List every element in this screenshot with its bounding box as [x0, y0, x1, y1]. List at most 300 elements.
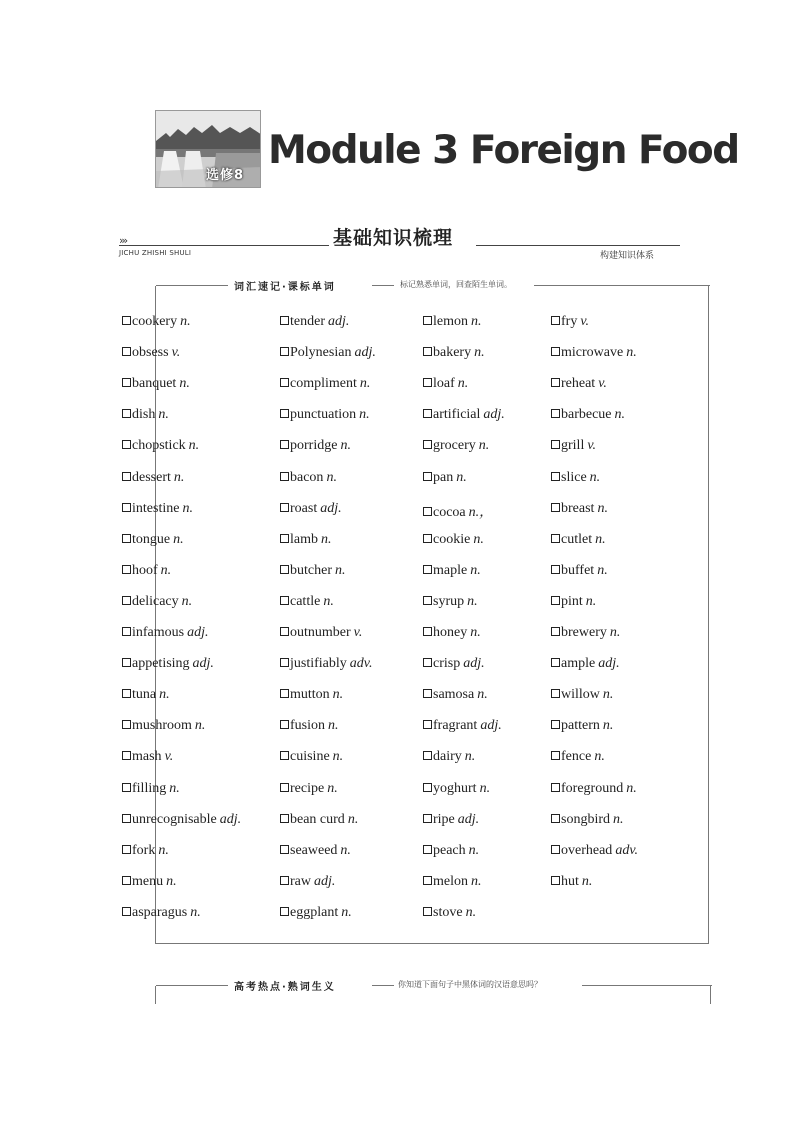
vocab-word: lamb — [290, 531, 318, 547]
vocab-pos: n. — [595, 531, 606, 547]
vocab-item — [551, 438, 596, 454]
vocab-word: obsess — [132, 345, 169, 361]
vocab-word: maple — [433, 562, 468, 578]
vocab-word: infamous — [132, 625, 185, 640]
vocab-word: appetising — [132, 656, 190, 672]
vocab-pos: adj. — [187, 625, 209, 640]
vocab-item — [122, 905, 201, 921]
vocab-word: banquet — [132, 376, 177, 392]
checkbox-icon[interactable] — [280, 378, 289, 387]
vocab-item — [551, 376, 607, 392]
vocab-word: Polynesian — [290, 345, 352, 361]
vocab-pos: n. — [327, 780, 338, 796]
checkbox-icon[interactable] — [122, 907, 131, 916]
vocab-item — [423, 407, 505, 423]
divider — [156, 985, 228, 986]
vocab-pos: n. — [340, 842, 351, 858]
vocab-item — [423, 314, 482, 330]
checkbox-icon[interactable] — [551, 814, 560, 823]
vocab-item — [551, 749, 605, 765]
vocab-pos: n. — [166, 873, 177, 889]
checkbox-icon[interactable] — [423, 596, 432, 605]
vocab-word: bakery — [433, 345, 472, 361]
vocab-word: pan — [433, 469, 454, 485]
checkbox-icon[interactable] — [423, 845, 432, 854]
vocab-pos: n. — [173, 531, 184, 547]
checkbox-icon[interactable] — [423, 378, 432, 387]
vocab-item — [280, 718, 339, 734]
vocab-pos: n. — [323, 593, 334, 609]
vocab-word: microwave — [561, 345, 624, 361]
vocab-item — [423, 812, 479, 828]
vocab-item — [423, 843, 479, 859]
vocab-word: overhead — [561, 842, 613, 858]
checkbox-icon[interactable] — [423, 720, 432, 729]
vocab-pos: n. — [597, 500, 608, 516]
vocab-item — [551, 625, 620, 641]
vocab-word: dish — [132, 407, 156, 423]
vocab-item — [280, 594, 334, 610]
vocab-pos: adj. — [192, 656, 214, 672]
vocab-pos: n. — [158, 407, 169, 423]
vocab-pos: n. — [182, 500, 193, 516]
vocab-item — [280, 345, 376, 361]
checkbox-icon[interactable] — [551, 689, 560, 698]
vocab-item — [280, 656, 372, 672]
vocab-word: eggplant — [290, 904, 339, 920]
divider — [476, 245, 680, 246]
vocab-item — [423, 345, 485, 361]
checkbox-icon[interactable] — [423, 876, 432, 885]
vocab-word: butcher — [290, 562, 332, 578]
vocab-word: dessert — [132, 469, 171, 485]
vocab-word: slice — [561, 469, 587, 485]
checkbox-icon[interactable] — [280, 596, 289, 605]
vocab-item — [280, 407, 370, 423]
checkbox-icon[interactable] — [122, 534, 131, 543]
checkbox-icon[interactable] — [280, 627, 289, 636]
vocab-word: grocery — [433, 438, 476, 454]
vocab-word: cattle — [290, 593, 321, 609]
checkbox-icon[interactable] — [551, 378, 560, 387]
vocab-item — [423, 749, 475, 765]
page-title: Module 3 Foreign Food — [268, 128, 739, 173]
checkbox-icon[interactable] — [122, 658, 131, 667]
vocab-word: tongue — [132, 531, 171, 547]
vocab-pos: n. — [613, 811, 624, 827]
checkbox-icon[interactable] — [423, 658, 432, 667]
checkbox-icon[interactable] — [122, 316, 131, 325]
vocab-pos: n. — [160, 562, 172, 578]
vocab-word: buffet — [561, 562, 595, 578]
vocab-word: brewery — [561, 625, 607, 640]
meaning-box-hint: 你知道下面句子中黑体词的汉语意思吗？ — [398, 980, 542, 989]
checkbox-icon[interactable] — [280, 409, 289, 418]
vocab-item — [423, 656, 485, 672]
vocab-item — [280, 687, 343, 703]
vocab-word: unrecognisable — [132, 811, 217, 827]
checkbox-icon[interactable] — [280, 845, 289, 854]
checkbox-icon[interactable] — [423, 534, 432, 543]
vocab-item — [551, 314, 589, 330]
vocab-word: artificial — [433, 407, 481, 423]
checkbox-icon[interactable] — [122, 814, 131, 823]
checkbox-icon[interactable] — [551, 316, 560, 325]
vocab-word: porridge — [290, 438, 338, 454]
vocab-pos: n. — [158, 842, 169, 858]
vocab-item — [423, 376, 468, 392]
vocab-pos: n. — [585, 593, 597, 609]
vocab-item — [122, 594, 192, 610]
banner-tag: 选修8 — [206, 168, 245, 183]
vocab-word: hut — [561, 873, 579, 889]
checkbox-icon[interactable] — [122, 472, 131, 481]
vocab-pos: n. — [465, 904, 477, 920]
checkbox-icon[interactable] — [280, 347, 289, 356]
vocab-word: raw — [290, 873, 311, 889]
vocab-word: cocoa — [433, 504, 466, 520]
vocab-pos: n. — [471, 314, 482, 329]
vocab-item — [551, 563, 608, 579]
checkbox-icon[interactable] — [122, 845, 131, 854]
module-banner-image — [155, 110, 261, 188]
checkbox-icon[interactable] — [551, 596, 560, 605]
vocab-pos: v. — [580, 314, 590, 329]
checkbox-icon[interactable] — [423, 472, 432, 481]
vocab-pos: n. — [597, 562, 608, 578]
vocab-item — [280, 470, 337, 486]
checkbox-icon[interactable] — [122, 596, 131, 605]
checkbox-icon[interactable] — [280, 503, 289, 512]
vocab-pos: n. — [181, 593, 193, 609]
vocab-pos: n. — [179, 376, 190, 392]
vocab-word: barbecue — [561, 407, 612, 423]
vocab-word: fusion — [290, 718, 325, 734]
vocab-item — [280, 812, 358, 828]
vocab-item — [280, 501, 342, 517]
vocab-word: grill — [561, 438, 585, 454]
checkbox-icon[interactable] — [551, 534, 560, 543]
vocab-item — [423, 563, 481, 579]
vocab-pos: adv. — [615, 842, 638, 858]
vocab-pos: n. — [474, 345, 485, 361]
vocab-item — [551, 718, 613, 734]
vocab-pos: n. — [347, 811, 359, 827]
vocab-word: mutton — [290, 687, 330, 703]
vocab-pos: n. — [328, 718, 339, 734]
vocab-pos: n. — [159, 687, 170, 703]
vocab-item — [122, 501, 193, 517]
vocab-pos: adj. — [219, 811, 242, 827]
vocab-item — [122, 314, 191, 330]
checkbox-icon[interactable] — [423, 565, 432, 574]
vocab-word: tender — [290, 314, 325, 329]
vocab-word: justifiably — [290, 656, 347, 672]
vocab-word: mushroom — [132, 718, 192, 734]
vocab-item — [122, 874, 177, 890]
vocab-pos: n. — [332, 749, 344, 765]
vocab-pos: n. — [602, 687, 614, 703]
vocab-item — [122, 749, 173, 765]
checkbox-icon[interactable] — [122, 503, 131, 512]
vocab-pos: n. — [180, 314, 191, 329]
divider — [372, 985, 394, 986]
vocab-pos: v. — [353, 625, 363, 640]
checkbox-icon[interactable] — [551, 472, 560, 481]
vocab-pos: n. — [473, 531, 484, 547]
vocab-item — [551, 687, 613, 703]
checkbox-icon[interactable] — [551, 503, 560, 512]
vocab-item — [280, 749, 343, 765]
meaning-box-label: 高考热点·熟词生义 — [234, 982, 336, 993]
vocab-pos: v. — [587, 438, 597, 454]
vocab-word: compliment — [290, 376, 357, 392]
checkbox-icon[interactable] — [423, 814, 432, 823]
vocab-pos: v. — [598, 376, 607, 392]
divider — [372, 285, 394, 286]
vocab-item — [280, 563, 345, 579]
section-note: 构建知识体系 — [600, 251, 655, 261]
vocab-pos: n. — [470, 625, 481, 640]
vocab-word: fence — [561, 749, 592, 765]
vocab-pos: adj. — [480, 718, 502, 734]
checkbox-icon[interactable] — [280, 876, 289, 885]
checkbox-icon[interactable] — [280, 658, 289, 667]
checkbox-icon[interactable] — [122, 627, 131, 636]
vocab-item — [551, 345, 637, 361]
checkbox-icon[interactable] — [280, 472, 289, 481]
section-pinyin: JICHU ZHISHI SHULI — [119, 249, 192, 257]
vocab-word: roast — [290, 500, 318, 516]
checkbox-icon[interactable] — [280, 316, 289, 325]
vocab-word: mash — [132, 749, 162, 765]
checkbox-icon[interactable] — [280, 689, 289, 698]
checkbox-icon[interactable] — [423, 507, 432, 516]
vocab-pos: n. — [340, 438, 351, 454]
vocab-pos: n. — [456, 469, 467, 485]
vocab-word: foreground — [561, 780, 624, 796]
vocab-item — [122, 563, 171, 579]
vocab-item — [551, 594, 596, 610]
checkbox-icon[interactable] — [122, 440, 131, 449]
checkbox-icon[interactable] — [280, 440, 289, 449]
checkbox-icon[interactable] — [280, 534, 289, 543]
vocab-word: honey — [433, 625, 468, 640]
checkbox-icon[interactable] — [551, 565, 560, 574]
vocab-pos: n. — [589, 469, 601, 485]
vocab-word: breast — [561, 500, 595, 516]
checkbox-icon[interactable] — [551, 845, 560, 854]
vocab-item — [122, 532, 184, 548]
checkbox-icon[interactable] — [551, 751, 560, 760]
vocab-pos: n. — [359, 407, 370, 423]
checkbox-icon[interactable] — [122, 347, 131, 356]
checkbox-icon[interactable] — [423, 689, 432, 698]
vocab-pos: n. — [626, 345, 637, 361]
vocab-word: willow — [561, 687, 600, 703]
vocab-pos: n. — [609, 625, 621, 640]
vocab-pos: adj. — [314, 873, 336, 889]
vocab-word: seaweed — [290, 842, 338, 858]
checkbox-icon[interactable] — [280, 907, 289, 916]
vocab-pos: n. — [479, 780, 491, 796]
divider — [534, 285, 710, 286]
vocab-pos: adj. — [457, 811, 480, 827]
vocab-item — [423, 501, 493, 521]
vocab-item — [122, 625, 209, 641]
checkbox-icon[interactable] — [551, 876, 560, 885]
vocab-item — [122, 438, 199, 454]
vocab-item — [280, 843, 351, 859]
vocab-pos: n. — [321, 531, 332, 547]
checkbox-icon[interactable] — [423, 440, 432, 449]
checkbox-icon[interactable] — [122, 720, 131, 729]
vocab-item — [551, 532, 606, 548]
vocab-pos: n. — [188, 438, 200, 454]
vocab-pos: n. — [477, 687, 488, 703]
vocab-item — [122, 376, 190, 392]
checkbox-icon[interactable] — [122, 689, 131, 698]
vocab-word: menu — [132, 873, 164, 889]
vocab-word: cookery — [132, 314, 178, 329]
checkbox-icon[interactable] — [423, 783, 432, 792]
checkbox-icon[interactable] — [551, 658, 560, 667]
vocab-item — [423, 470, 467, 486]
vocab-item — [280, 905, 352, 921]
checkbox-icon[interactable] — [551, 440, 560, 449]
vocab-word: bean curd — [290, 811, 345, 827]
vocab-item — [551, 874, 592, 890]
vocab-pos: adj. — [598, 656, 620, 672]
vocab-word: punctuation — [290, 407, 357, 423]
section-title: 基础知识梳理 — [333, 227, 454, 249]
vocab-pos: v. — [164, 749, 174, 765]
vocab-pos: n. — [581, 873, 593, 889]
vocab-pos: adj. — [320, 500, 342, 516]
vocab-pos: n. — [334, 562, 346, 578]
checkbox-icon[interactable] — [551, 720, 560, 729]
vocab-word: recipe — [290, 780, 325, 796]
checkbox-icon[interactable] — [551, 409, 560, 418]
checkbox-icon[interactable] — [280, 751, 289, 760]
vocab-word: yoghurt — [433, 780, 477, 796]
vocab-item — [280, 781, 338, 797]
vocab-pos: n. — [332, 687, 344, 703]
vocab-box-label: 词汇速记·课标单词 — [234, 282, 336, 293]
vocab-pos: n. — [169, 780, 180, 796]
checkbox-icon[interactable] — [423, 347, 432, 356]
vocab-word: lemon — [433, 314, 468, 329]
vocab-pos: n. — [594, 749, 605, 765]
vocab-item — [122, 470, 184, 486]
vocab-word: outnumber — [290, 625, 351, 640]
vocab-word: hoof — [132, 562, 158, 578]
vocab-pos: n. — [478, 438, 490, 454]
checkbox-icon[interactable] — [280, 720, 289, 729]
vocab-pos: v. — [171, 345, 181, 361]
vocab-word: filling — [132, 780, 167, 796]
vocab-item — [423, 687, 488, 703]
vocab-pos: n. — [471, 873, 482, 889]
checkbox-icon[interactable] — [280, 814, 289, 823]
vocab-word: samosa — [433, 687, 475, 703]
vocab-pos: n. — [194, 718, 206, 734]
checkbox-icon[interactable] — [551, 783, 560, 792]
vocab-pos: n. — [602, 718, 614, 734]
vocab-pos: adj. — [483, 407, 505, 423]
vocab-word: songbird — [561, 811, 610, 827]
vocab-item — [122, 345, 180, 361]
vocab-word: ample — [561, 656, 596, 672]
vocab-word: cookie — [433, 531, 471, 547]
vocab-item — [122, 656, 214, 672]
vocab-item — [423, 625, 481, 641]
vocab-item — [551, 407, 625, 423]
vocab-item — [423, 781, 490, 797]
vocab-item — [423, 594, 478, 610]
vocab-item — [122, 781, 180, 797]
vocab-word: cuisine — [290, 749, 330, 765]
checkbox-icon[interactable] — [122, 783, 131, 792]
vocab-word: delicacy — [132, 593, 179, 609]
checkbox-icon[interactable] — [423, 316, 432, 325]
vocab-item — [551, 501, 608, 517]
checkbox-icon[interactable] — [423, 409, 432, 418]
vocab-item — [122, 687, 170, 703]
vocab-word: fry — [561, 314, 578, 329]
checkbox-icon[interactable] — [280, 783, 289, 792]
divider — [582, 985, 712, 986]
vocab-pos: n. — [190, 904, 201, 920]
checkbox-icon[interactable] — [423, 751, 432, 760]
vocab-pos: n. — [359, 376, 371, 392]
vocab-word: fork — [132, 842, 156, 858]
checkbox-icon[interactable] — [280, 565, 289, 574]
vocab-item — [551, 781, 637, 797]
vocab-item — [423, 438, 489, 454]
vocab-word: bacon — [290, 469, 324, 485]
vocab-pos: n. — [470, 562, 481, 578]
vocab-item — [280, 625, 362, 641]
checkbox-icon[interactable] — [122, 565, 131, 574]
checkbox-icon[interactable] — [122, 409, 131, 418]
checkbox-icon[interactable] — [122, 876, 131, 885]
vocab-box-hint: 标记熟悉单词，回查陌生单词。 — [400, 280, 512, 289]
checkbox-icon[interactable] — [423, 627, 432, 636]
vocab-pos: adj. — [354, 345, 376, 361]
chevrons-icon: ››› — [119, 234, 127, 247]
vocab-item — [122, 843, 169, 859]
vocab-word: crisp — [433, 656, 461, 672]
checkbox-icon[interactable] — [551, 627, 560, 636]
vocab-word: melon — [433, 873, 468, 889]
vocab-word: loaf — [433, 376, 455, 392]
checkbox-icon[interactable] — [122, 378, 131, 387]
vocab-pos: n. — [341, 904, 352, 920]
checkbox-icon[interactable] — [122, 751, 131, 760]
vocab-item — [280, 314, 349, 330]
vocab-pos: n. — [326, 469, 337, 485]
checkbox-icon[interactable] — [423, 907, 432, 916]
divider — [156, 285, 228, 286]
vocab-word: ripe — [433, 811, 455, 827]
vocab-word: stove — [433, 904, 463, 920]
vocab-item — [551, 656, 620, 672]
vocab-word: fragrant — [433, 718, 478, 734]
vocab-item — [122, 718, 205, 734]
checkbox-icon[interactable] — [551, 347, 560, 356]
vocab-word: asparagus — [132, 904, 188, 920]
